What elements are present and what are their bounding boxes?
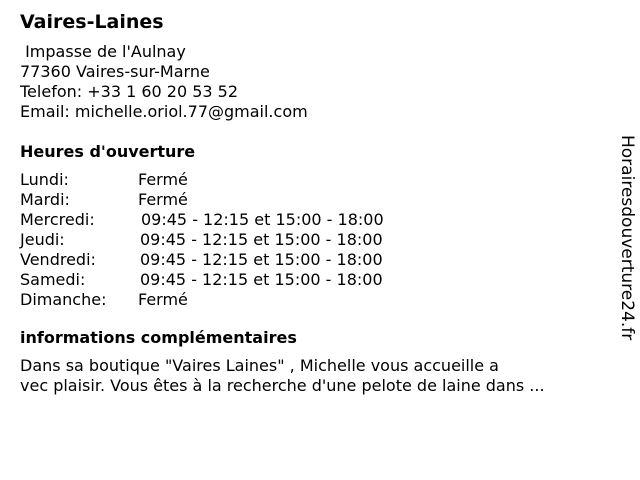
hours-day: Lundi: [20, 170, 69, 189]
hours-row-tuesday [20, 190, 610, 210]
hours-value: 09:45 - 12:15 et 15:00 - 18:00 [140, 250, 383, 269]
hours-value: Fermé [138, 190, 188, 209]
phone-number: Telefon: +33 1 60 20 53 52 [20, 82, 239, 101]
hours-value: Fermé [138, 170, 188, 189]
hours-row-wednesday [20, 210, 610, 230]
description-line-2: vec plaisir. Vous êtes à la recherche d'une pelote de laine dans ... [20, 376, 545, 395]
address-city: 77360 Vaires-sur-Marne [20, 62, 210, 81]
opening-hours-table [20, 170, 610, 310]
business-name: Vaires-Laines [20, 11, 164, 33]
business-card [20, 10, 610, 396]
hours-row-monday [20, 170, 610, 190]
hours-row-thursday [20, 230, 610, 250]
hours-row-friday [20, 250, 610, 270]
hours-day: Dimanche: [20, 290, 107, 309]
hours-day: Jeudi: [20, 230, 65, 249]
hours-value: 09:45 - 12:15 et 15:00 - 18:00 [140, 230, 383, 249]
hours-day: Vendredi: [20, 250, 96, 269]
hours-value: 09:45 - 12:15 et 15:00 - 18:00 [141, 210, 384, 229]
hours-day: Mercredi: [20, 210, 95, 229]
hours-value: Fermé [138, 290, 188, 309]
hours-day: Samedi: [20, 270, 86, 289]
description-line-1: Dans sa boutique "Vaires Laines" , Michelle vous accueille a [20, 356, 499, 375]
hours-row-sunday [20, 290, 610, 310]
opening-hours-heading: Heures d'ouverture [20, 142, 196, 161]
email-address: Email: michelle.oriol.77@gmail.com [20, 102, 308, 121]
hours-value: 09:45 - 12:15 et 15:00 - 18:00 [140, 270, 383, 289]
hours-day: Mardi: [20, 190, 70, 209]
additional-info-heading: informations complémentaires [20, 328, 297, 347]
hours-row-saturday [20, 270, 610, 290]
site-watermark: Horairesdouverture24.fr [617, 135, 637, 341]
address-street: Impasse de l'Aulnay [20, 42, 186, 61]
